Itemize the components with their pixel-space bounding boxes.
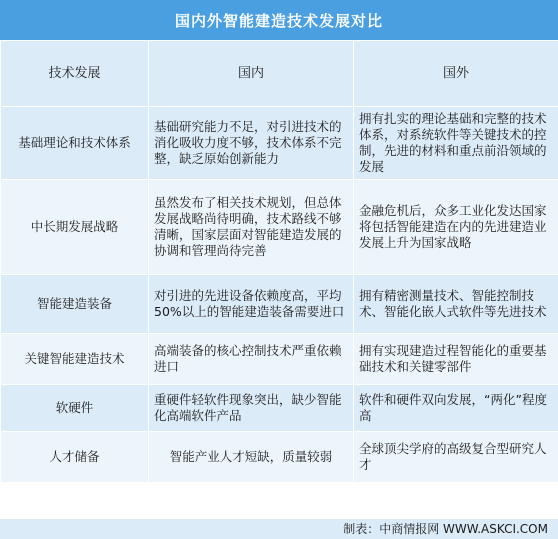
- table-row: [1, 180, 558, 275]
- row-foreign: 拥有实现建造过程智能化的重要基础技术和关键零部件: [354, 334, 558, 385]
- row-category: 智能建造装备: [1, 275, 149, 334]
- row-domestic: 虽然发布了相关技术规划，但总体发展战略尚待明确，技术路线不够清晰，国家层面对智能建造发展的协调和管理尚待完善: [149, 180, 354, 275]
- row-foreign: 软件和硬件双向发展，“两化”程度高: [354, 385, 558, 432]
- row-foreign: 拥有精密测量技术、智能控制技术、智能化嵌人式软件等先进技术: [354, 275, 558, 334]
- row-category: 中长期发展战略: [1, 180, 149, 275]
- source-note: 制表：中商情报网 WWW.ASKCI.COM: [0, 519, 558, 539]
- row-category: 关键智能建造技术: [1, 334, 149, 385]
- table-row: [1, 275, 558, 334]
- header-domestic: 国内: [149, 41, 354, 107]
- table-row: [1, 385, 558, 432]
- comparison-table: [0, 40, 558, 483]
- row-foreign: 金融危机后，众多工业化发达国家将包括智能建造在内的先进建造业发展上升为国家战略: [354, 180, 558, 275]
- row-domestic: 重硬件轻软件现象突出，缺少智能化高端软件产品: [149, 385, 354, 432]
- table-title: 国内外智能建造技术发展对比: [0, 0, 558, 40]
- row-foreign: 拥有扎实的理论基础和完整的技术体系，对系统软件等关键技术的控制，先进的材料和重点前沿领域的发展: [354, 107, 558, 180]
- row-domestic: 对引进的先进设备依赖度高，平均50%以上的智能建造装备需要进口: [149, 275, 354, 334]
- header-row: [1, 41, 558, 107]
- row-domestic: 高端装备的核心控制技术严重依赖进口: [149, 334, 354, 385]
- row-domestic: 智能产业人才短缺，质量较弱: [149, 432, 354, 483]
- row-domestic: 基础研究能力不足，对引进技术的消化吸收力度不够，技术体系不完整，缺乏原始创新能力: [149, 107, 354, 180]
- row-category: 基础理论和技术体系: [1, 107, 149, 180]
- row-category: 人才储备: [1, 432, 149, 483]
- row-foreign: 全球顶尖学府的高级复合型研究人才: [354, 432, 558, 483]
- header-tech: 技术发展: [1, 41, 149, 107]
- row-category: 软硬件: [1, 385, 149, 432]
- table-row: [1, 334, 558, 385]
- table-row: [1, 432, 558, 483]
- header-foreign: 国外: [354, 41, 558, 107]
- table-row: [1, 107, 558, 180]
